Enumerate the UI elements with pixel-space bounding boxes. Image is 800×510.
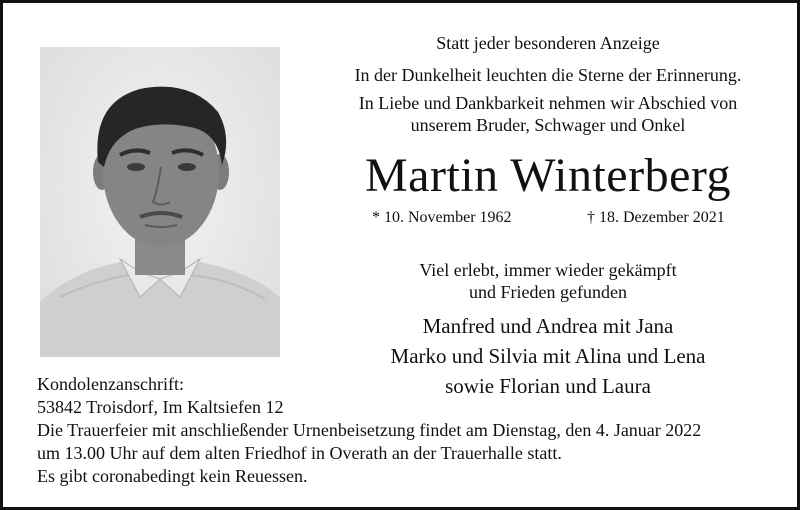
funeral-line-3: Es gibt coronabedingt kein Reuessen.	[37, 466, 308, 486]
condolence-address: 53842 Troisdorf, Im Kaltsiefen 12	[37, 397, 284, 417]
funeral-line-1: Die Trauerfeier mit anschließender Urnenbeisetzung findet am Dienstag, den 4. Januar 2022	[37, 420, 702, 440]
family-line-1: Manfred und Andrea mit Jana	[422, 314, 674, 338]
family-line-3: sowie Florian und Laura	[445, 374, 651, 398]
farewell-line: In Liebe und Dankbarkeit nehmen wir Abschied von	[358, 93, 738, 113]
deceased-name: Martin Winterberg	[364, 149, 732, 202]
condolence-label: Kondolenzanschrift:	[37, 374, 184, 394]
relationship-line: unserem Bruder, Schwager und Onkel	[410, 115, 686, 135]
death-date: † 18. Dezember 2021	[587, 209, 725, 226]
portrait-illustration	[40, 47, 280, 357]
memory-quote: In der Dunkelheit leuchten die Sterne der Erinnerung.	[354, 65, 742, 85]
portrait-photo	[40, 47, 280, 357]
motto-line-1: Viel erlebt, immer wieder gekämpft	[419, 260, 677, 280]
notice-text-column	[303, 3, 793, 403]
motto-line-2: und Frieden gefunden	[469, 282, 627, 302]
family-line-2: Marko und Silvia mit Alina und Lena	[390, 344, 706, 368]
funeral-line-2: um 13.00 Uhr auf dem alten Friedhof in Overath an der Trauerhalle statt.	[37, 443, 562, 463]
announcement-line: Statt jeder besonderen Anzeige	[436, 33, 660, 53]
birth-date: * 10. November 1962	[372, 209, 512, 226]
